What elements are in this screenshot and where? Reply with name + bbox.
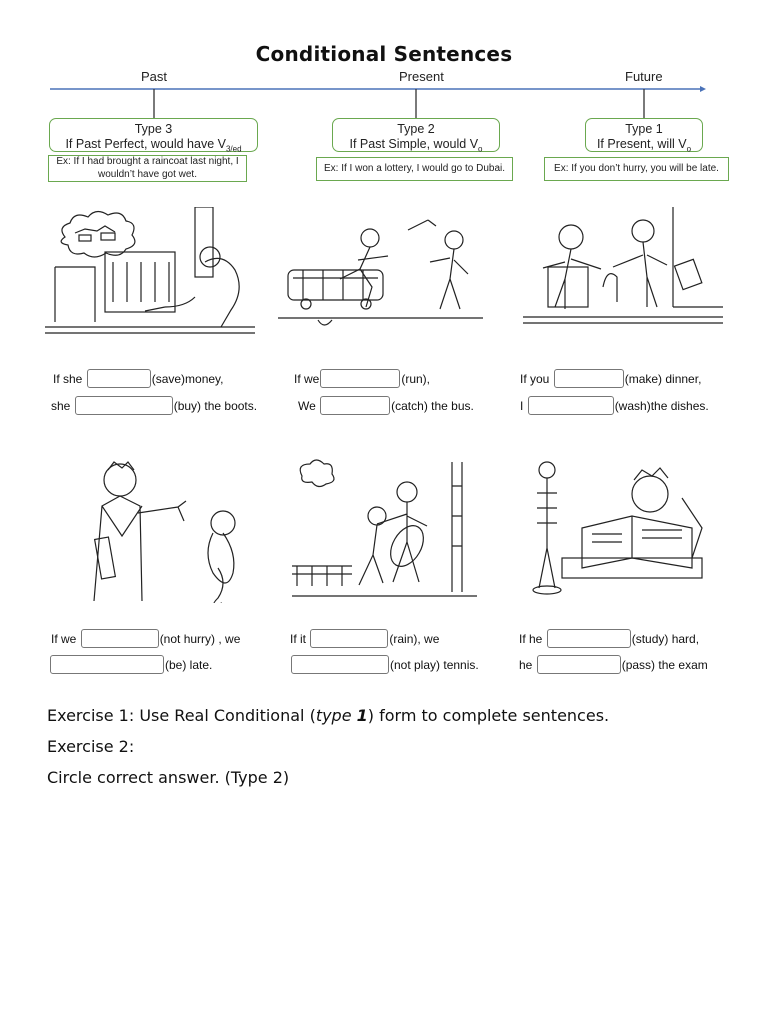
type2-rule: If Past Simple, would $V_o$ xyxy=(349,137,483,154)
type1-box xyxy=(585,118,703,152)
blank-input[interactable] xyxy=(554,369,624,388)
type2-box xyxy=(332,118,500,152)
exercise-2-heading: Exercise 2: xyxy=(47,737,135,756)
exercise-1-line-1: If she (save)money, xyxy=(53,369,224,388)
exercise-5-line-2: (not play) tennis. xyxy=(290,655,479,674)
timeline-label-present: Present xyxy=(399,69,444,84)
exercise-6-line-1: If he (study) hard, xyxy=(519,629,699,648)
exercise-4-line-1: If we (not hurry) , we xyxy=(51,629,240,648)
woman-dreaming-of-boots-illustration xyxy=(45,207,255,337)
boys-cooking-dinner-illustration xyxy=(523,207,723,337)
page-title: Conditional Sentences xyxy=(255,42,513,66)
blank-input[interactable] xyxy=(310,629,388,648)
blank-input[interactable] xyxy=(320,396,390,415)
blank-input[interactable] xyxy=(291,655,389,674)
exercise-5-line-1: If it (rain), we xyxy=(290,629,439,648)
type3-name: Type 3 xyxy=(134,122,173,136)
exercise-2-instruction: Circle correct answer. (Type 2) xyxy=(47,768,290,787)
timeline-arrowhead xyxy=(700,86,706,92)
type3-example: Ex: If I had brought a raincoat last night, I wouldn’t have got wet. xyxy=(48,155,247,182)
type3-rule: If Past Perfect, would have $V_{3/ed}$ xyxy=(65,137,242,154)
type2-name: Type 2 xyxy=(397,122,435,136)
blank-input[interactable] xyxy=(50,655,164,674)
boys-running-for-bus-illustration xyxy=(278,210,483,338)
boys-in-rain-illustration xyxy=(292,456,477,602)
exercise-4-line-2: (be) late. xyxy=(49,655,212,674)
type1-rule: If Present, will $V_o$ xyxy=(596,137,692,154)
type3-box xyxy=(49,118,258,152)
blank-input[interactable] xyxy=(75,396,173,415)
blank-input[interactable] xyxy=(528,396,614,415)
exercise-1-line-2: she (buy) the boots. xyxy=(51,396,257,415)
blank-input[interactable] xyxy=(81,629,159,648)
exercise-3-line-1: If you (make) dinner, xyxy=(520,369,701,388)
blank-input[interactable] xyxy=(320,369,400,388)
exercise-2-line-1: If we (run), xyxy=(294,369,430,388)
exercise-3-line-2: I (wash)the dishes. xyxy=(520,396,709,415)
exercise-6-line-2: he (pass) the exam xyxy=(519,655,708,674)
blank-input[interactable] xyxy=(537,655,621,674)
type2-example: Ex: If I won a lottery, I would go to Dubai. xyxy=(316,157,513,181)
blank-input[interactable] xyxy=(87,369,151,388)
boy-studying-anatomy-illustration xyxy=(522,458,720,603)
man-in-hurry-illustration xyxy=(78,458,253,603)
type1-name: Type 1 xyxy=(625,122,663,136)
exercise-2-line-2: We (catch) the bus. xyxy=(298,396,474,415)
type1-example: Ex: If you don’t hurry, you will be late. xyxy=(544,157,729,181)
blank-input[interactable] xyxy=(547,629,631,648)
timeline-label-past: Past xyxy=(141,69,168,84)
exercise-1-instruction: Exercise 1: Use Real Conditional (type 1) form to complete sentences. xyxy=(47,706,610,725)
timeline-label-future: Future xyxy=(625,69,663,84)
